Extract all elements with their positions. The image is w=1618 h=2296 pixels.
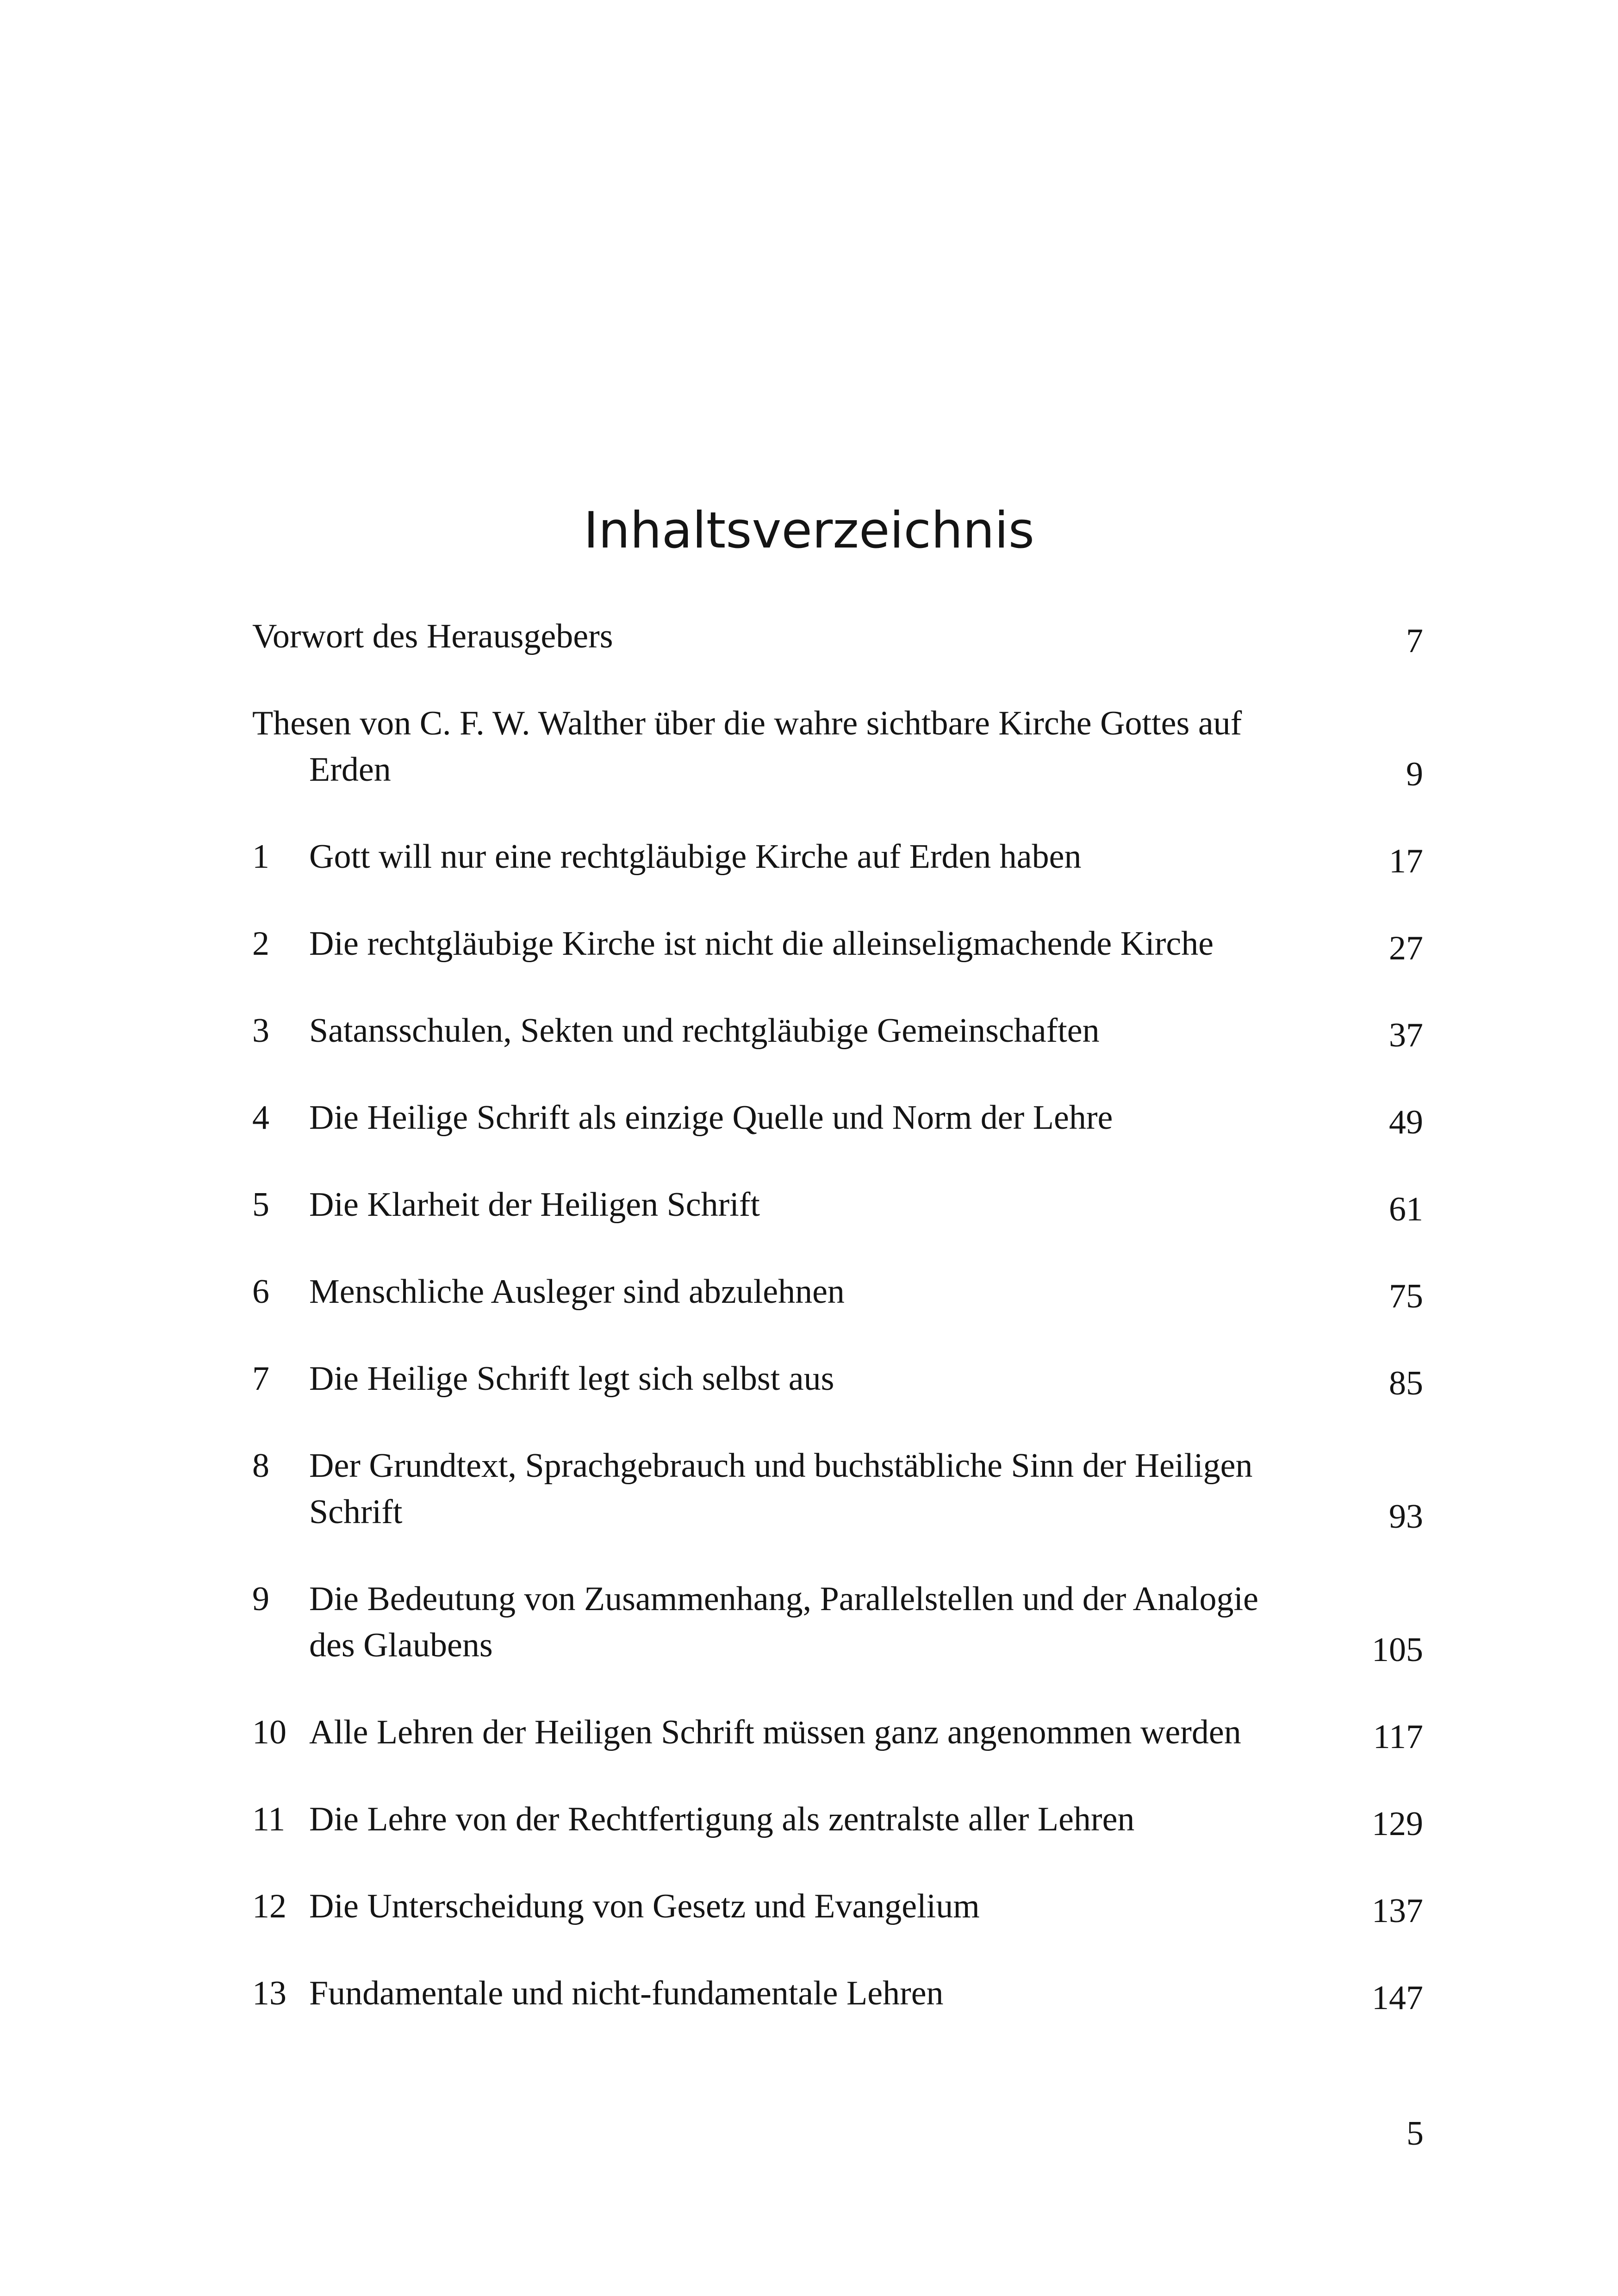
toc-entry-page: 137: [1372, 1892, 1423, 1930]
toc-entry-title: Die Klarheit der Heiligen Schrift: [309, 1186, 760, 1224]
toc-entry-number: 6: [252, 1273, 269, 1311]
toc-entry-page: 93: [1389, 1498, 1423, 1536]
toc-entry-page: 17: [1389, 842, 1423, 880]
toc-entry: [252, 1709, 1423, 1755]
toc-entry-title: Satansschulen, Sekten und rechtgläubige Gemeinschaften: [309, 1012, 1100, 1050]
toc-entry: [252, 1576, 1423, 1668]
toc-entry-page: 49: [1389, 1103, 1423, 1141]
toc-entry-title: Fundamentale und nicht-fundamentale Lehren: [309, 1974, 944, 2012]
toc-entry: [252, 1883, 1423, 1929]
toc-entry-number: 13: [252, 1974, 286, 2012]
toc-entry-title: Der Grundtext, Sprachgebrauch und buchstäbliche Sinn der Heiligen Schrift: [309, 1447, 1253, 1531]
page-number: 5: [1406, 2115, 1424, 2153]
toc-entry-number: 2: [252, 925, 269, 963]
toc-entry-page: 129: [1372, 1805, 1423, 1843]
toc-entry: [252, 1970, 1423, 2016]
toc-entry-number: 7: [252, 1360, 269, 1398]
toc-entry-title: Die Unterscheidung von Gesetz und Evangelium: [309, 1887, 980, 1925]
toc-entry: [252, 1356, 1423, 1402]
toc-entry: [252, 1008, 1423, 1054]
toc-entry-page: 61: [1389, 1190, 1423, 1228]
toc-entry-page: 147: [1372, 1979, 1423, 2017]
toc-entry-title: Gott will nur eine rechtgläubige Kirche auf Erden haben: [309, 838, 1082, 876]
toc-entry-number: 11: [252, 1800, 286, 1838]
toc-entry-title: Die rechtgläubige Kirche ist nicht die alleinseligmachende Kirche: [309, 925, 1214, 963]
toc-entry-title: Alle Lehren der Heiligen Schrift müssen ganz angenommen werden: [309, 1713, 1241, 1751]
toc-entry: [252, 700, 1423, 793]
toc-entry: [252, 1443, 1423, 1535]
toc-entry: [252, 1796, 1423, 1842]
toc-entry-page: 9: [1406, 755, 1423, 793]
page-title: Inhaltsverzeichnis: [583, 502, 1034, 560]
toc-entry-title: Die Bedeutung von Zusammenhang, Parallelstellen und der Analogie des Glaubens: [309, 1580, 1258, 1664]
toc-entry-page: 7: [1406, 622, 1423, 660]
toc-entry: [252, 834, 1423, 880]
toc-entry-page: 85: [1389, 1364, 1423, 1402]
toc-entry-title: Thesen von C. F. W. Walther über die wahre sichtbare Kirche Gottes auf Erden: [252, 704, 1242, 789]
toc-entry-number: 4: [252, 1099, 269, 1137]
toc-entry: [252, 613, 1423, 660]
toc-entry-page: 105: [1372, 1631, 1423, 1669]
toc-entry-page: 27: [1389, 929, 1423, 967]
toc-entry-page: 117: [1373, 1718, 1423, 1756]
toc-entry-number: 9: [252, 1580, 269, 1618]
toc-entry-number: 5: [252, 1186, 269, 1224]
table-of-contents: [252, 613, 1423, 2057]
toc-entry: [252, 921, 1423, 967]
toc-entry-page: 75: [1389, 1277, 1423, 1315]
toc-entry-number: 3: [252, 1012, 269, 1050]
toc-entry-number: 12: [252, 1887, 286, 1925]
toc-entry-number: 8: [252, 1447, 269, 1485]
toc-entry-title: Die Heilige Schrift als einzige Quelle und Norm der Lehre: [309, 1099, 1113, 1137]
toc-entry-page: 37: [1389, 1016, 1423, 1054]
toc-entry-title: Vorwort des Herausgebers: [252, 617, 613, 655]
toc-entry: [252, 1182, 1423, 1228]
toc-entry: [252, 1269, 1423, 1315]
toc-entry-number: 10: [252, 1713, 286, 1751]
toc-entry-title: Menschliche Ausleger sind abzulehnen: [309, 1273, 845, 1311]
toc-entry-number: 1: [252, 838, 269, 876]
toc-entry: [252, 1095, 1423, 1141]
toc-entry-title: Die Lehre von der Rechtfertigung als zentralste aller Lehren: [309, 1800, 1135, 1838]
toc-entry-title: Die Heilige Schrift legt sich selbst aus: [309, 1360, 834, 1398]
